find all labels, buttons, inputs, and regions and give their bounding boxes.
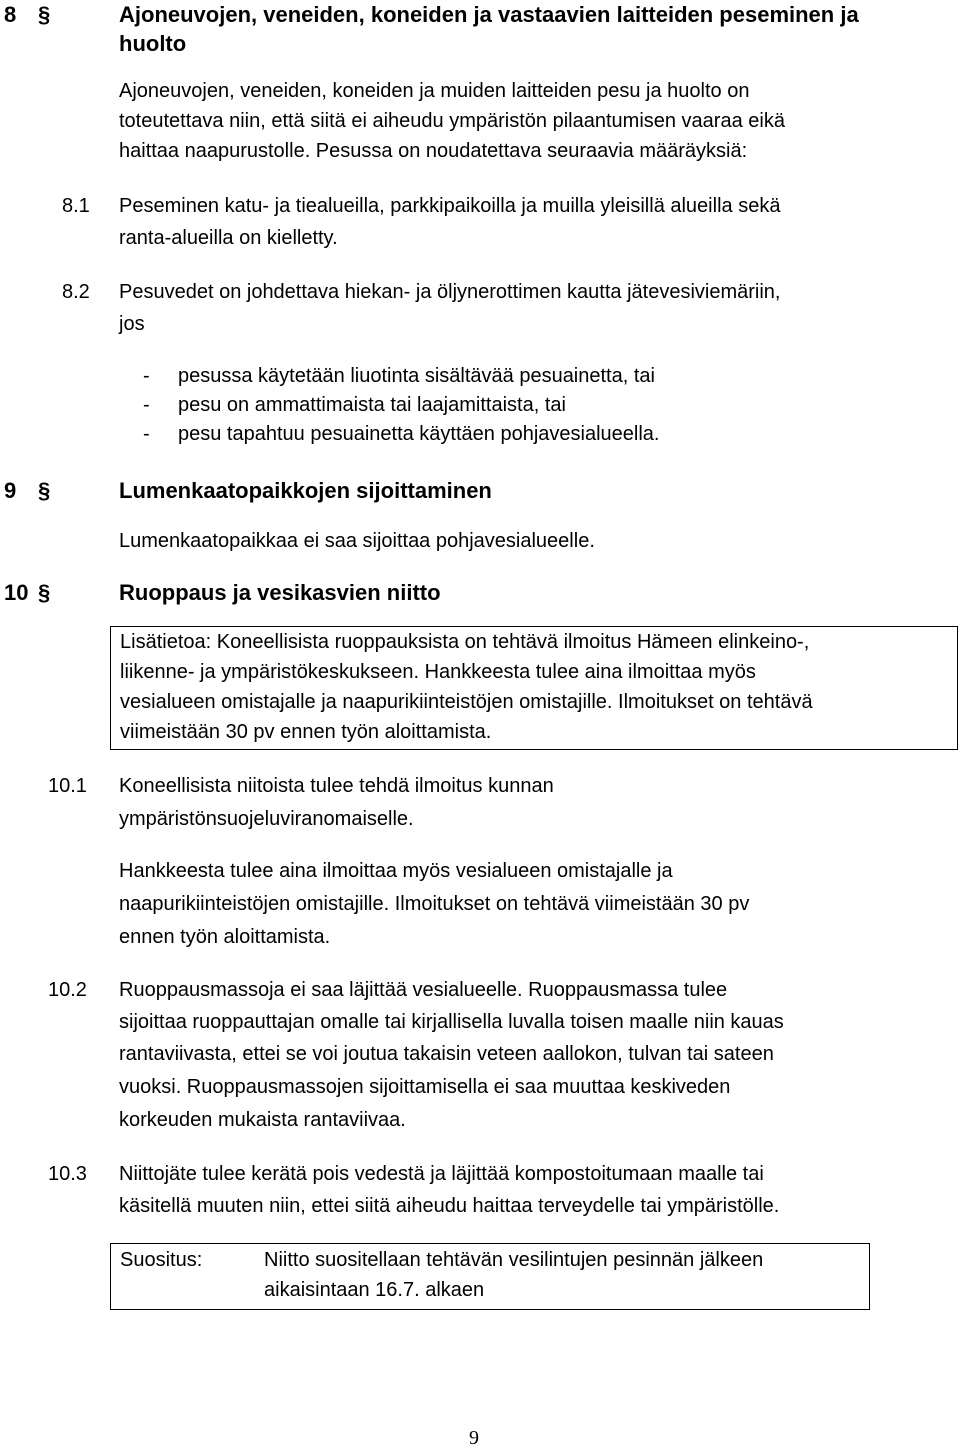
section-9-title: Lumenkaatopaikkojen sijoittaminen	[119, 478, 492, 503]
section-sign-icon: §	[38, 478, 51, 503]
paragraph-10-3-line: Niittojäte tulee kerätä pois vedestä ja läjittää kompostoitumaan maalle tai	[119, 1163, 764, 1185]
info-box-line: liikenne- ja ympäristökeskukseen. Hankkeesta tulee aina ilmoittaa myös	[120, 661, 756, 683]
paragraph-10-1-extra-line: ennen työn aloittamista.	[119, 926, 331, 948]
paragraph-10-2-line: vuoksi. Ruoppausmassojen sijoittamisella ei saa muuttaa keskiveden	[119, 1076, 731, 1098]
paragraph-10-2-line: rantaviivasta, ettei se voi joutua takaisin veteen aallokon, tulvan tai sateen	[119, 1043, 774, 1065]
paragraph-10-3-number: 10.3	[48, 1163, 87, 1185]
bullet-dash: -	[143, 423, 150, 445]
bullet-dash: -	[143, 365, 150, 387]
paragraph-10-1-extra-line: Hankkeesta tulee aina ilmoittaa myös vesialueen omistajalle ja	[119, 860, 673, 882]
paragraph-10-1-extra-line: naapurikiinteistöjen omistajille. Ilmoitukset on tehtävä viimeistään 30 pv	[119, 893, 750, 915]
section-8-intro-line: haittaa naapurustolle. Pesussa on noudatettava seuraavia määräyksiä:	[119, 140, 748, 162]
paragraph-10-2-line: korkeuden mukaista rantaviivaa.	[119, 1109, 406, 1131]
section-8-intro-line: toteutettava niin, että siitä ei aiheudu ympäristön pilaantumisen vaaraa eikä	[119, 110, 785, 132]
section-10-title: Ruoppaus ja vesikasvien niitto	[119, 580, 441, 605]
info-box-line: Lisätietoa: Koneellisista ruoppauksista on tehtävä ilmoitus Hämeen elinkeino-,	[120, 631, 810, 653]
page-number: 9	[469, 1427, 479, 1449]
bullet-item: pesu tapahtuu pesuainetta käyttäen pohjavesialueella.	[178, 423, 660, 445]
paragraph-10-1-number: 10.1	[48, 775, 87, 797]
paragraph-10-2-number: 10.2	[48, 979, 87, 1001]
recommendation-line: aikaisintaan 16.7. alkaen	[264, 1279, 485, 1301]
recommendation-line: Niitto suositellaan tehtävän vesilintujen pesinnän jälkeen	[264, 1249, 764, 1271]
paragraph-8-2-line: jos	[119, 313, 145, 335]
paragraph-10-3-line: käsitellä muuten niin, ettei siitä aiheudu haittaa terveydelle tai ympäristölle.	[119, 1195, 780, 1217]
section-9-text: Lumenkaatopaikkaa ei saa sijoittaa pohjavesialueelle.	[119, 530, 595, 552]
paragraph-10-2-line: Ruoppausmassoja ei saa läjittää vesialueelle. Ruoppausmassa tulee	[119, 979, 728, 1001]
paragraph-8-1-number: 8.1	[62, 195, 90, 217]
section-8-intro-line: Ajoneuvojen, veneiden, koneiden ja muiden laitteiden pesu ja huolto on	[119, 80, 750, 102]
paragraph-8-1-line: ranta-alueilla on kielletty.	[119, 227, 338, 249]
section-8-title-line-2: huolto	[119, 31, 187, 56]
info-box	[110, 626, 958, 750]
bullet-dash: -	[143, 394, 150, 416]
bullet-item: pesu on ammattimaista tai laajamittaista, tai	[178, 394, 566, 416]
section-9-number: 9	[4, 478, 17, 503]
section-sign-icon: §	[38, 580, 51, 605]
paragraph-10-1-line: ympäristönsuojeluviranomaiselle.	[119, 808, 414, 830]
section-10-number: 10	[4, 580, 29, 605]
section-sign-icon: §	[38, 2, 51, 27]
paragraph-8-1-line: Peseminen katu- ja tiealueilla, parkkipaikoilla ja muilla yleisillä alueilla sekä	[119, 195, 781, 217]
paragraph-10-2-line: sijoittaa ruoppauttajan omalle tai kirjallisella luvalla toisen maalle niin kauas	[119, 1011, 784, 1033]
recommendation-box	[110, 1243, 870, 1310]
info-box-line: viimeistään 30 pv ennen työn aloittamista.	[120, 721, 492, 743]
paragraph-10-1-line: Koneellisista niitoista tulee tehdä ilmoitus kunnan	[119, 775, 554, 797]
paragraph-8-2-number: 8.2	[62, 281, 90, 303]
section-8-title-line-1: Ajoneuvojen, veneiden, koneiden ja vastaavien laitteiden peseminen ja	[119, 2, 859, 27]
info-box-line: vesialueen omistajalle ja naapurikiinteistöjen omistajille. Ilmoitukset on tehtävä	[120, 691, 813, 713]
paragraph-8-2-line: Pesuvedet on johdettava hiekan- ja öljynerottimen kautta jätevesiviemäriin,	[119, 281, 781, 303]
bullet-item: pesussa käytetään liuotinta sisältävää pesuainetta, tai	[178, 365, 655, 387]
recommendation-label: Suositus:	[120, 1249, 203, 1271]
section-8-number: 8	[4, 2, 17, 27]
